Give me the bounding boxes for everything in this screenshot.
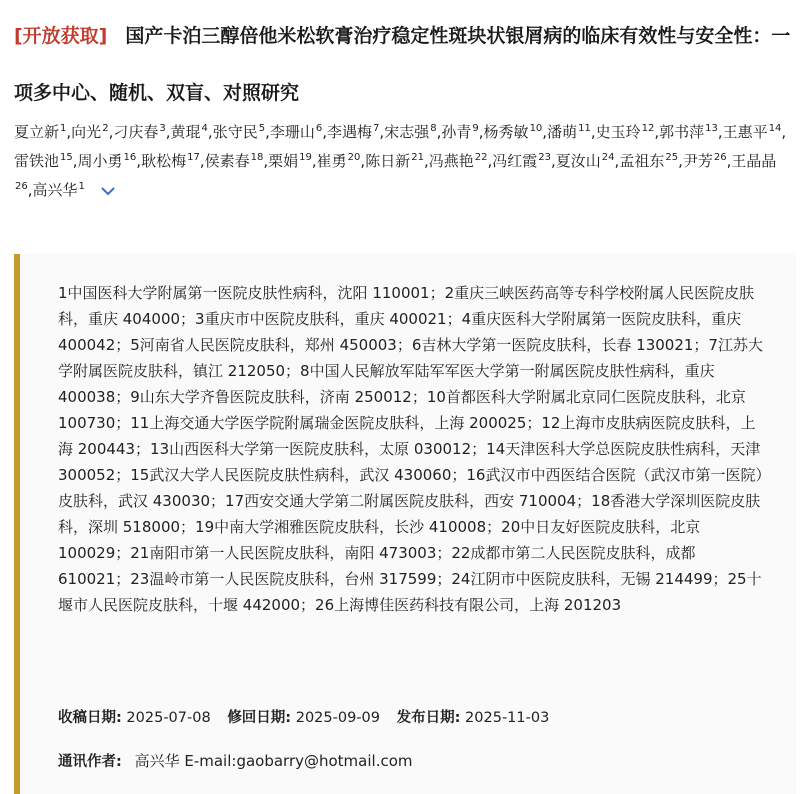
author-separator: ,: [726, 152, 732, 170]
author-item[interactable]: [327, 123, 379, 141]
author-separator: ,: [265, 123, 270, 141]
author-name: 王晶晶: [731, 152, 777, 170]
author-name: 向光: [71, 123, 102, 141]
author-item[interactable]: [484, 123, 543, 141]
author-separator: ,: [551, 152, 556, 170]
author-separator: ,: [654, 123, 660, 141]
author-name: 夏汝山: [555, 152, 601, 170]
author-affiliation-number: 5: [258, 123, 266, 134]
author-affiliation-number: 21: [411, 152, 424, 163]
author-affiliation-number: 11: [578, 123, 591, 134]
author-separator: ,: [72, 152, 78, 170]
author-affiliation-number: 26: [713, 152, 727, 163]
author-affiliation-number: 17: [187, 152, 200, 163]
author-affiliation-number: 15: [60, 152, 73, 163]
author-item[interactable]: [365, 152, 424, 170]
author-name: 侯素春: [204, 152, 250, 170]
author-affiliation-number: 1: [60, 123, 67, 134]
author-separator: ,: [311, 152, 317, 170]
author-name: 冯燕艳: [428, 152, 474, 170]
author-affiliation-number: 19: [299, 152, 312, 163]
author-affiliation-number: 3: [159, 123, 166, 134]
author-affiliation-number: 16: [123, 152, 137, 163]
author-separator: ,: [781, 123, 787, 141]
author-item[interactable]: [141, 152, 200, 170]
author-name: 周小勇: [77, 152, 123, 170]
author-separator: ,: [590, 123, 596, 141]
author-item[interactable]: [270, 123, 322, 141]
author-item[interactable]: [113, 123, 165, 141]
published-date: 2025-11-03: [465, 710, 550, 726]
revised-date: 2025-09-09: [295, 710, 381, 726]
author-name: 高兴华: [32, 181, 78, 199]
author-affiliation-number: 9: [472, 123, 479, 134]
author-separator: ,: [487, 152, 493, 170]
author-separator: ,: [678, 152, 683, 170]
author-name: 王惠平: [722, 123, 768, 141]
author-item[interactable]: [78, 152, 137, 170]
author-affiliation-number: 8: [430, 123, 437, 134]
author-name: 刁庆春: [113, 123, 159, 141]
author-name: 张守民: [212, 123, 258, 141]
affiliation-panel: [14, 254, 796, 794]
author-item[interactable]: [14, 123, 66, 141]
author-affiliation-number: 23: [538, 152, 551, 163]
author-affiliation-number: 18: [250, 152, 264, 163]
author-separator: ,: [27, 181, 33, 199]
author-affiliation-number: 2: [102, 123, 109, 134]
author-affiliation-number: 13: [705, 123, 718, 134]
author-name: 潘萌: [547, 123, 578, 141]
article-title: 国产卡泊三醇倍他米松软膏治疗稳定性斑块状银屑病的临床有效性与安全性：一项多中心、随机、双盲、对照研究: [14, 25, 791, 104]
author-separator: ,: [423, 152, 429, 170]
received-date: 2025-07-08: [126, 710, 211, 726]
author-name: 雷铁池: [14, 152, 60, 170]
author-affiliation-number: 14: [768, 123, 782, 134]
author-item[interactable]: [723, 123, 782, 141]
author-separator: ,: [436, 123, 442, 141]
author-name: 陈日新: [365, 152, 411, 170]
author-item[interactable]: [659, 123, 718, 141]
author-separator: ,: [199, 152, 205, 170]
corresponding-author-label: 通讯作者:: [58, 754, 122, 770]
author-item[interactable]: [71, 123, 108, 141]
author-name: 耿松梅: [141, 152, 187, 170]
author-item[interactable]: [171, 123, 208, 141]
author-item[interactable]: [556, 152, 615, 170]
author-name: 杨秀敏: [483, 123, 529, 141]
author-separator: ,: [165, 123, 171, 141]
author-separator: ,: [263, 152, 269, 170]
author-separator: ,: [379, 123, 385, 141]
author-separator: ,: [360, 152, 366, 170]
author-name: 尹芳: [682, 152, 713, 170]
author-item[interactable]: [429, 152, 488, 170]
published-date-label: 发布日期:: [396, 710, 461, 726]
author-list: [14, 118, 794, 205]
author-item[interactable]: [14, 152, 73, 170]
author-separator: ,: [322, 123, 328, 141]
author-name: 孙青: [441, 123, 472, 141]
author-name: 崔勇: [316, 152, 347, 170]
author-item[interactable]: [205, 152, 264, 170]
author-name: 夏立新: [14, 123, 60, 141]
author-item[interactable]: [33, 181, 85, 199]
author-separator: ,: [108, 123, 114, 141]
author-item[interactable]: [213, 123, 265, 141]
article-title-block: [14, 8, 804, 122]
author-affiliation-number: 4: [201, 123, 208, 134]
chevron-down-icon[interactable]: [99, 185, 117, 197]
corresponding-author-contact[interactable]: 高兴华 E-mail:gaobarry@hotmail.com: [134, 752, 413, 770]
author-affiliation-number: 7: [373, 123, 380, 134]
author-item[interactable]: [268, 152, 312, 170]
author-affiliation-number: 26: [15, 181, 28, 192]
author-item[interactable]: [547, 123, 591, 141]
author-name: 史玉玲: [595, 123, 641, 141]
affiliations-text: 1中国医科大学附属第一医院皮肤性病科，沈阳 110001；2重庆三峡医药高等专科学校附属人民医院皮肤科，重庆 404000；3重庆市中医院皮肤科，重庆 400021；4重庆医科大学附属第一医院皮肤科，重庆 400042；5河南省人民医院皮肤科，郑州 450003；6吉林大学第一医院皮肤科，长春 130021；7江苏大学附属医院皮肤科，镇江 212050；8中国人民解放军陆军军医大学第一附属医院皮肤性病科，重庆 400038；9山东大学齐鲁医院皮肤科，济南 250012；10首都医科大学附属北京同仁医院皮肤科，北京 100730；11上海交通大学医学院附属瑞金医院皮肤科，上海 200025；12上海市皮肤病医院皮肤科，上海 200443；13山西医科大学第一医院皮肤科，太原 030012；14天津医科大学总医院皮肤性病科，天津 300052；15武汉大学人民医院皮肤性病科，武汉 430060；16武汉市中西医结合医院（武汉市第一医院）皮肤科，武汉 430030；17西安交通大学第二附属医院皮肤科，西安 710004；18香港大学深圳医院皮肤科，深圳 518000；19中南大学湘雅医院皮肤科，长沙 410008；20中日友好医院皮肤科，北京 100029；21南阳市第一人民医院皮肤科，南阳 473003；22成都市第二人民医院皮肤科，成都 610021；23温岭市第一人民医院皮肤科，台州 317599；24江阴市中医院皮肤科，无锡 214499；25十堰市人民医院皮肤科，十堰 442000；26上海博佳医药科技有限公司，上海 201203: [58, 284, 763, 614]
author-item[interactable]: [384, 123, 436, 141]
author-name: 栗娟: [268, 152, 299, 170]
author-affiliation-number: 12: [641, 123, 655, 134]
author-item[interactable]: [619, 152, 678, 170]
author-name: 李遇梅: [327, 123, 373, 141]
author-item[interactable]: [596, 123, 655, 141]
revised-date-label: 修回日期:: [227, 710, 292, 726]
author-item[interactable]: [492, 152, 551, 170]
open-access-badge[interactable]: [开放获取]: [14, 25, 108, 47]
author-item[interactable]: [441, 123, 478, 141]
author-name: 孟祖东: [619, 152, 665, 170]
author-affiliation-number: 22: [474, 152, 488, 163]
author-name: 郭书萍: [659, 123, 705, 141]
author-item[interactable]: [317, 152, 361, 170]
corresponding-author: [58, 750, 778, 771]
author-item[interactable]: [683, 152, 727, 170]
author-affiliation-number: 10: [529, 123, 543, 134]
author-name: 冯红霞: [492, 152, 538, 170]
author-separator: ,: [542, 123, 548, 141]
author-affiliation-number: 6: [315, 123, 323, 134]
author-separator: ,: [478, 123, 484, 141]
article-dates: [58, 706, 778, 727]
author-affiliation-number: 1: [78, 181, 85, 192]
author-affiliation-number: 24: [601, 152, 615, 163]
author-affiliation-number: 25: [665, 152, 679, 163]
author-separator: ,: [207, 123, 213, 141]
author-name: 黄琨: [170, 123, 201, 141]
author-separator: ,: [66, 123, 72, 141]
received-date-label: 收稿日期:: [58, 710, 122, 726]
author-name: 李珊山: [269, 123, 315, 141]
author-affiliation-number: 20: [347, 152, 361, 163]
author-separator: ,: [614, 152, 620, 170]
author-separator: ,: [717, 123, 723, 141]
author-name: 宋志强: [384, 123, 430, 141]
author-separator: ,: [136, 152, 142, 170]
